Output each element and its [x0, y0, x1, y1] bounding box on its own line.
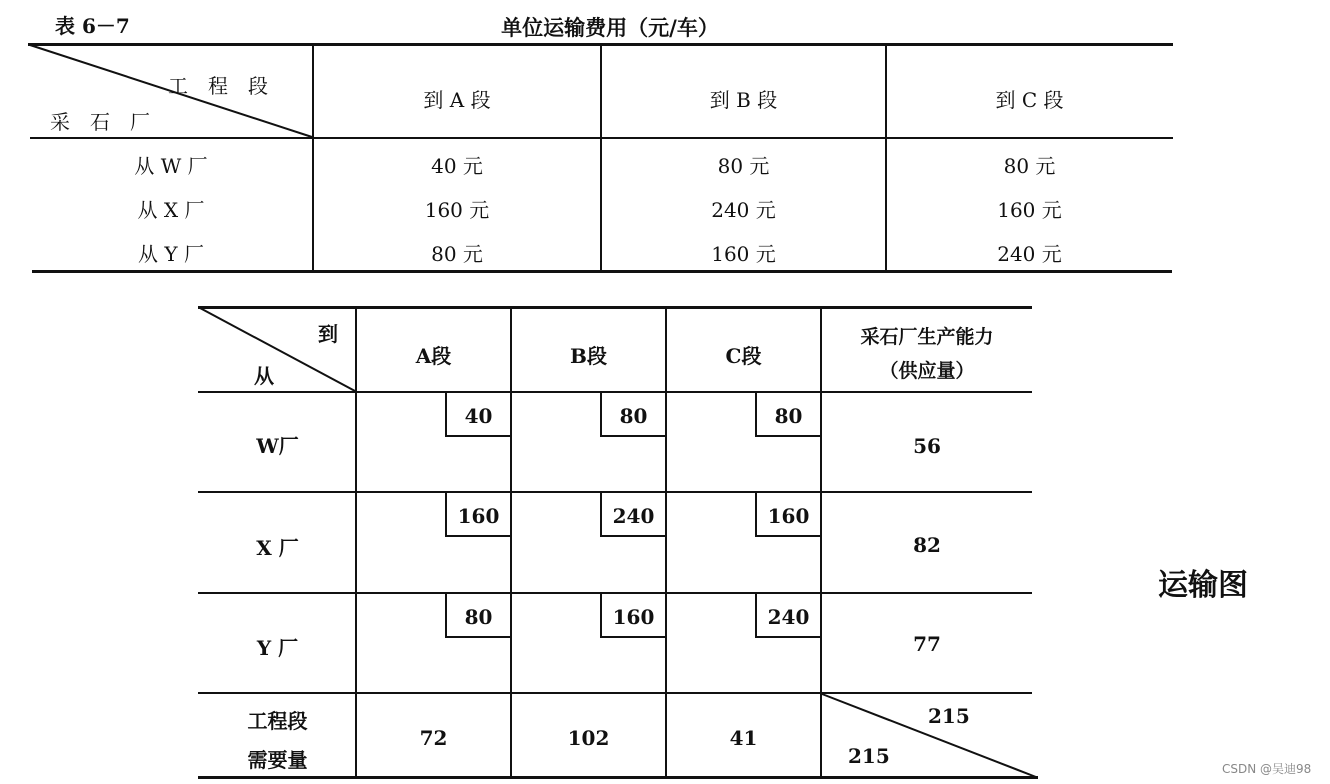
table1-cell: 80 元 [431, 242, 483, 266]
unit-cost: 40 [464, 404, 493, 428]
table2-column-header: A段 [415, 344, 452, 368]
table-number-label: 表 6－7 [55, 14, 130, 38]
unit-cost: 80 [774, 404, 803, 428]
table1-row-label: 从 W 厂 [134, 154, 208, 178]
watermark: CSDN @吴迪98 [1222, 762, 1312, 776]
demand-value: 72 [419, 726, 448, 750]
table1-row-label: 从 Y 厂 [138, 242, 204, 266]
table1-cell: 160 元 [997, 198, 1062, 222]
supply-header: 采石厂生产能力 [860, 326, 994, 348]
table1-cell: 160 元 [424, 198, 490, 222]
total-demand: 215 [848, 744, 890, 768]
unit-cost: 240 [767, 605, 810, 629]
unit-cost: 240 [612, 504, 655, 528]
table1-column-header: 到 C 段 [995, 88, 1064, 112]
unit-cost: 160 [457, 504, 500, 528]
table1-cell: 80 元 [1003, 154, 1056, 178]
table1-row-label: 从 X 厂 [137, 198, 205, 222]
table1-cell: 80 元 [717, 154, 770, 178]
demand-label: 工程段 [247, 709, 308, 733]
table1-cell: 160 元 [711, 242, 776, 266]
table2-corner-top-label: 到 [318, 322, 338, 346]
table2-column-header: C段 [725, 344, 762, 368]
table1-cell: 240 元 [997, 242, 1062, 266]
table-title: 单位运输费用（元/车） [501, 15, 719, 40]
table2-row-label: W厂 [256, 434, 299, 458]
unit-cost: 80 [464, 605, 493, 629]
demand-value: 41 [729, 726, 758, 750]
side-label: 运输图 [1158, 568, 1248, 603]
total-supply: 215 [928, 704, 970, 728]
supply-header-sub: （供应量） [879, 360, 975, 382]
demand-label-sub: 需要量 [247, 748, 308, 772]
table1-corner-bottom-label: 采 石 厂 [50, 110, 150, 134]
unit-cost: 160 [767, 504, 810, 528]
unit-cost: 160 [612, 605, 655, 629]
table1-cell: 240 元 [711, 198, 776, 222]
unit-cost: 80 [619, 404, 648, 428]
supply-value: 56 [913, 434, 941, 458]
table1-column-header: 到 A 段 [423, 88, 491, 112]
supply-value: 77 [913, 632, 941, 656]
table1-cell: 40 元 [431, 154, 483, 178]
table2-row-label: X 厂 [256, 536, 299, 560]
demand-value: 102 [567, 726, 610, 750]
supply-value: 82 [913, 533, 941, 557]
table1-column-header: 到 B 段 [709, 88, 778, 112]
table2-row-label: Y 厂 [256, 636, 299, 660]
table1-corner-top-label: 工 程 段 [168, 74, 268, 98]
table2-corner-bottom-label: 从 [254, 364, 274, 388]
table2-column-header: B段 [570, 344, 607, 368]
